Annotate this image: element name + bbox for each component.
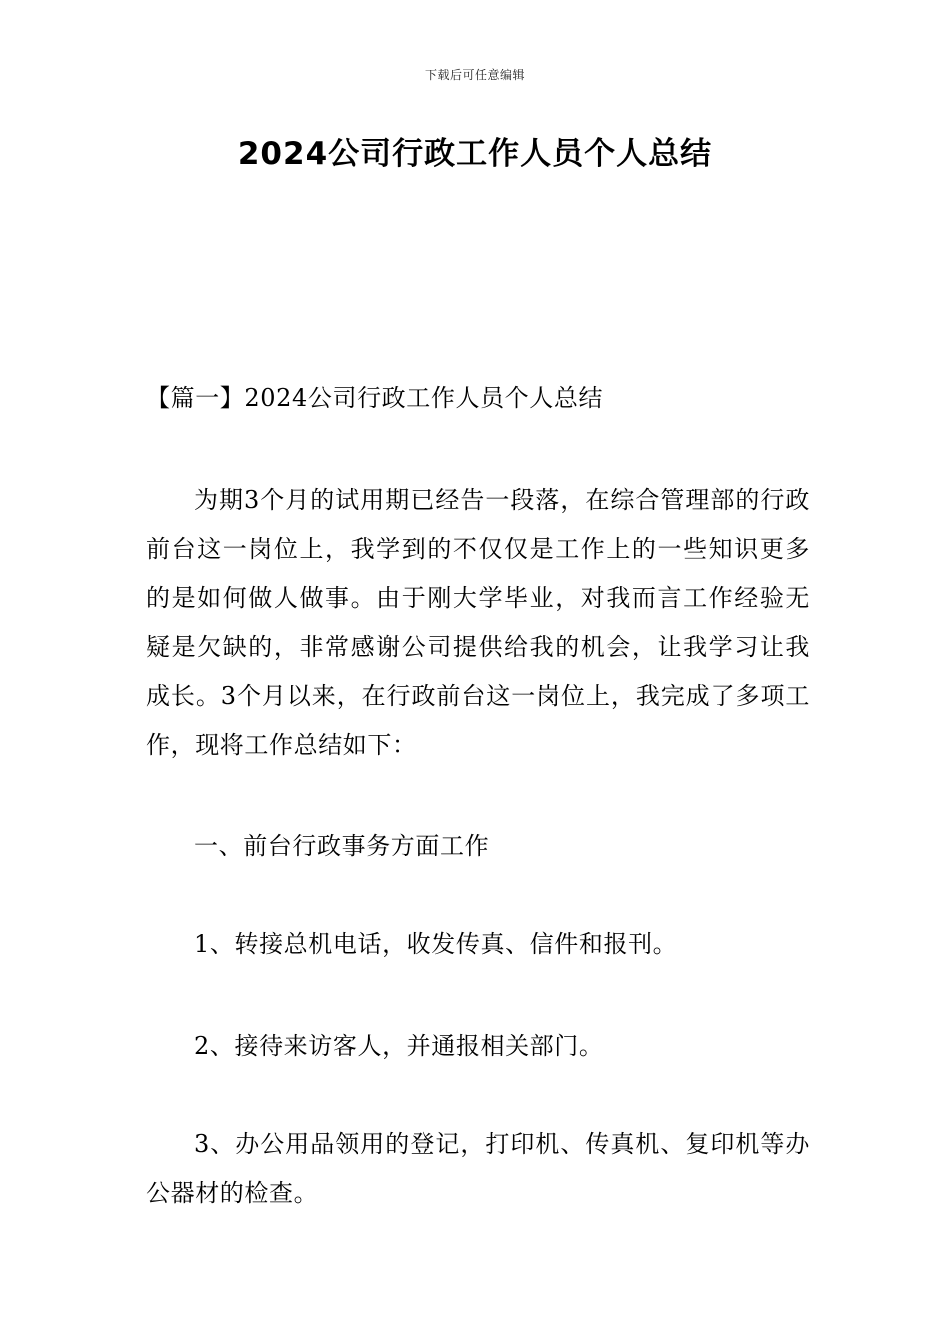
header-note: 下载后可任意编辑 bbox=[424, 68, 525, 82]
part-one-heading: 一、前台行政事务方面工作 bbox=[194, 832, 490, 860]
list-item: 1、转接总机电话，收发传真、信件和报刊。 bbox=[194, 930, 678, 958]
document-title: 2024公司行政工作人员个人总结 bbox=[237, 136, 713, 172]
list-item: 2、接待来访客人，并通报相关部门。 bbox=[194, 1032, 604, 1060]
intro-paragraph: 为期3个月的试用期已经告一段落，在综合管理部的行政前台这一岗位上，我学到的不仅仅是工作上的一些知识更多的是如何做人做事。由于刚大学毕业，对我而言工作经验无疑是欠缺的，非常感谢公司提供给我的机会，让我学习让我成长。3个月以来，在行政前台这一岗位上，我完成了多项工作，现将工作总结如下： bbox=[146, 486, 810, 759]
section-heading: 【篇一】2024公司行政工作人员个人总结 bbox=[146, 384, 604, 412]
list-item: 3、办公用品领用的登记，打印机、传真机、复印机等办公器材的检查。 bbox=[146, 1130, 810, 1207]
